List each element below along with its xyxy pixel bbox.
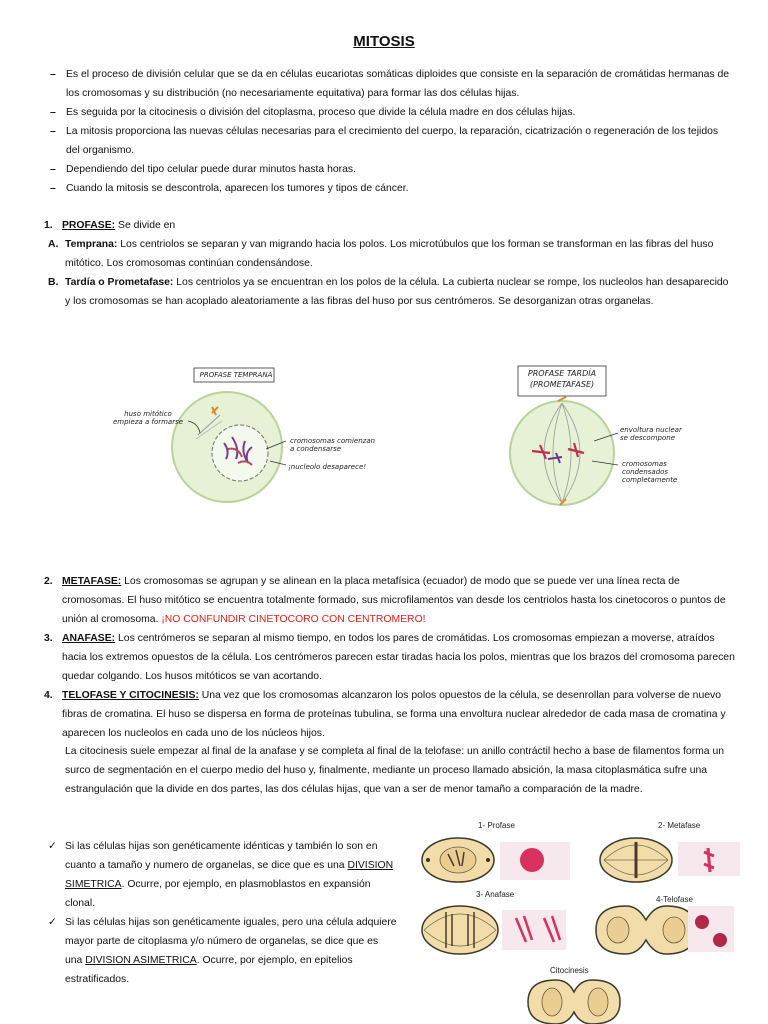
dash-icon: –	[50, 183, 56, 194]
citocinesis-paragraph: La citocinesis suele empezar al final de la anafase y se completa al final de la telofase: un anillo contráctil hecho a base de filamentos forma un surco de segmentación en el cuerpo medio del huso y, finalmente, mediante un proceso llamado absición, la masa citoplasmática sufre una estrangulación que la divide en dos partes, las dos células hijas, que van a ser de menor tamaño a comparación de la madre.	[65, 746, 725, 795]
intro-bullet-4: – Dependiendo del tipo celular puede durar minutos hasta horas.	[50, 160, 734, 179]
checkmark-icon: ✓	[48, 841, 57, 852]
figure-label-anafase: 3- Anafase	[476, 890, 515, 899]
profase-tardia: B. Tardía o Prometafase: Los centriolos ya se encuentran en los polos de la célula. La cubierta nuclear se rompe, los nucleolos han desaparecido y los cromosomas se han acoplado aleatoriamente a las fibras del huso por sus centrómeros. Se desorganizan otras organelas.	[48, 277, 729, 307]
figure-label-telofase: 4-Telofase	[656, 895, 693, 904]
check-item-simetrica: ✓ Si las células hijas son genéticamente idénticas y también lo son en cuanto a tamaño y numero de organelas, se dice que es una DIVISION SIMETRICA. Ocurre, por ejemplo, en plasmoblastos en expansión clonal.	[48, 837, 398, 913]
dash-icon: –	[50, 107, 56, 118]
envoltura-annotation: envoltura nuclear se descompone	[620, 426, 682, 442]
anafase-item: 3. ANAFASE: Los centrómeros se separan al mismo tiempo, en todos los pares de cromátidas. Los cromosomas empiezan a moverse, atraídos hacia los extremos opuestos de la célula. Los centrómeros parecen estar tiradas hacia los polos, mientras que los brazos del cromosoma parecen quedar colgando. Los husos mitóticos se van acortando.	[44, 633, 735, 682]
intro-bullet-5: – Cuando la mitosis se descontrola, aparecen los tumores y tipos de cáncer.	[50, 179, 734, 198]
figure-label-citocinesis: Citocinesis	[550, 966, 589, 975]
profase-temprana: A. Temprana: Los centriolos se separan y van migrando hacia los polos. Los microtúbulos que los forman se transforman en las fibras del huso mitótico. Los cromosomas continúan condensándose.	[48, 239, 714, 269]
nucleolo-annotation: ¡nucleolo desaparece!	[288, 463, 367, 471]
metafase-stage-drawing	[600, 838, 740, 882]
page-title: MITOSIS	[353, 33, 415, 50]
profase-item: 1. PROFASE: Se divide en	[44, 220, 176, 231]
citocinesis-stage-drawing	[528, 980, 620, 1024]
telofase-item: 4. TELOFASE Y CITOCINESIS: Una vez que los cromosomas alcanzaron los polos opuestos de la célula, se desenrollan para volverse de nuevo fibras de cromatina. El huso se dispersa en forma de proteínas tubulina, se forma una envoltura nuclear alrededor de cada masa de cromatina y aparecen los nucleolos en cada uno de los núcleos hijos.	[44, 690, 726, 739]
figure-label-metafase: 2- Metafase	[658, 821, 701, 830]
huso-annotation: huso mitótico empieza a formarse	[112, 410, 184, 426]
anafase-stage-drawing	[422, 906, 566, 954]
dash-icon: –	[50, 69, 56, 80]
checkmark-icon: ✓	[48, 917, 57, 928]
intro-bullet-1: – Es el proceso de división celular que se da en células eucariotas somáticas diploides que consiste en la separación de cromátidas hermanas de los cromosomas y su distribución (no necesariamente equitativa) para formar las dos células hijas.	[50, 65, 734, 103]
early-prophase-cell	[172, 368, 282, 502]
intro-bullet-3: – La mitosis proporciona las nuevas células necesarias para el crecimiento del cuerpo, la reparación, cicatrización o regeneración de los tejidos del organismo.	[50, 122, 734, 160]
mitosis-stages-figure	[418, 818, 748, 1024]
profase-stage-drawing	[422, 838, 570, 882]
dash-icon: –	[50, 126, 56, 137]
metafase-item: 2. METAFASE: Los cromosomas se agrupan y se alinean en la placa metafísica (ecuador) de modo que se puede ver una línea recta de cromosomas. El huso mitótico se encuentra totalmente formado, sus microfilamentos van desde los centriolos hasta los cinetocoros o puntos de unión al cromosoma. ¡NO CONFUNDIR CINETOCORO CON CENTROMERO!	[44, 576, 726, 625]
cromosomas-annotation: cromosomas comienzan a condensarse	[290, 437, 376, 453]
condensados-annotation: cromosomas condensados completamente	[622, 460, 678, 484]
early-prophase-label: PROFASE TEMPRANA	[199, 371, 273, 379]
check-item-asimetrica: ✓ Si las células hijas son genéticamente iguales, pero una célula adquiere mayor parte de citoplasma y/o número de organelas, se dice que es una DIVISION ASIMETRICA. Ocurre, por ejemplo, en epitelios estratificados.	[48, 913, 398, 989]
dash-icon: –	[50, 164, 56, 175]
figure-label-profase: 1- Profase	[478, 821, 515, 830]
late-prophase-label: PROFASE TARDÍA (PROMETAFASE)	[527, 369, 597, 389]
warning-text: ¡NO CONFUNDIR CINETOCORO CON CENTROMERO!	[161, 614, 426, 625]
intro-bullet-2: – Es seguida por la citocinesis o división del citoplasma, proceso que divide la célula madre en dos células hijas.	[50, 103, 734, 122]
telofase-stage-drawing	[596, 906, 734, 954]
